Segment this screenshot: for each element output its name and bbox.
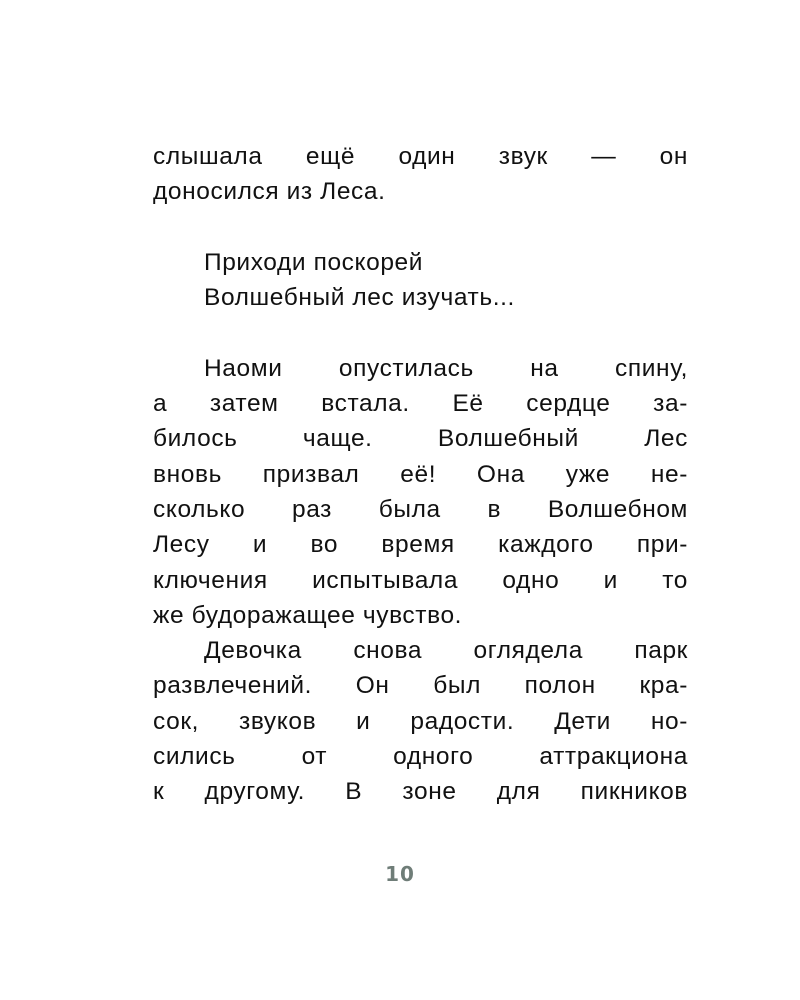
verse-line: Приходи поскорей [204, 248, 424, 276]
text-line: слышала ещё один звук — он [153, 143, 688, 170]
text-line: Наоми опустилась на спину, [204, 354, 688, 382]
text-line: сколько раз была в Волшебном [153, 495, 688, 523]
text-line: а затем встала. Её сердце за- [153, 390, 688, 418]
page-number: 10 [385, 862, 415, 886]
text-line: сок, звуков и радости. Дети но- [153, 707, 688, 735]
paragraph-2 [153, 351, 688, 633]
paragraph-3 [153, 633, 688, 809]
text-line: к другому. В зоне для пикников [153, 778, 688, 806]
text-line: же будоражащее чувство. [153, 601, 463, 629]
text-line: билось чаще. Волшебный Лес [153, 425, 688, 453]
verse [153, 245, 688, 316]
paragraph-1 [153, 139, 688, 210]
verse-line: Волшебный лес изучать... [204, 284, 515, 312]
text-line: Девочка снова оглядела парк [204, 637, 688, 665]
text-line: развлечений. Он был полон кра- [153, 672, 688, 700]
paragraph-gap [153, 210, 688, 245]
paragraph-gap [153, 315, 688, 350]
text-line: вновь призвал её! Она уже не- [153, 460, 688, 488]
page-body-text [153, 139, 688, 810]
text-line: доносился из Леса. [153, 178, 386, 206]
text-line: ключения испытывала одно и то [153, 566, 688, 594]
text-line: Лесу и во время каждого при- [153, 531, 688, 559]
text-line: сились от одного аттракциона [153, 743, 688, 771]
